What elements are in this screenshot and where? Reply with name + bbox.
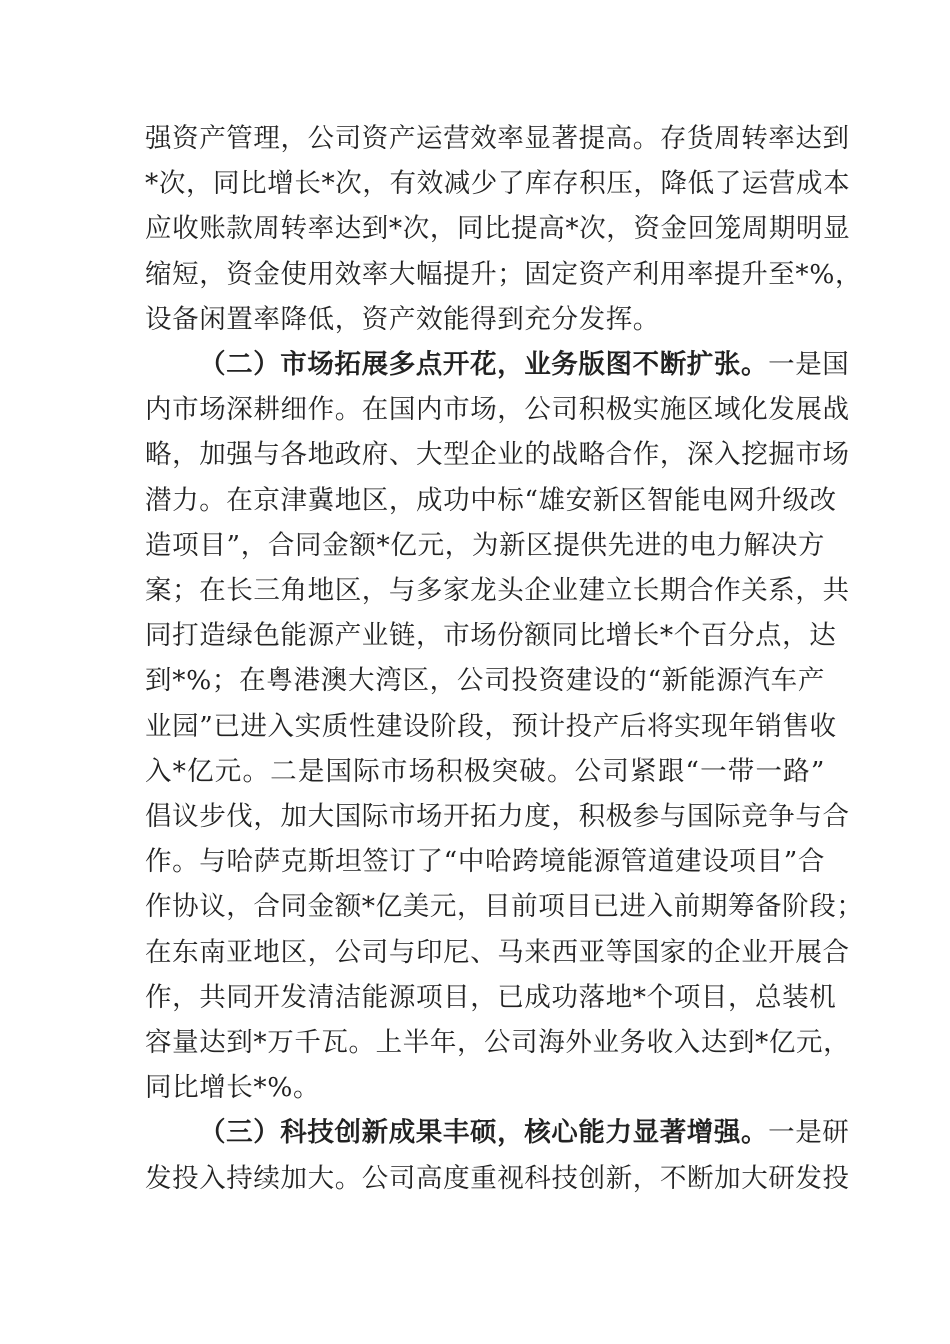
section-heading-3: （三）科技创新成果丰硕，核心能力显著增强。 [199, 1117, 769, 1149]
paragraph-2-line-3: 潜力。在京津冀地区，成功中标“雄安新区智能电网升级改 [145, 484, 837, 516]
paragraph-3-first-line [145, 1110, 850, 1155]
paragraph-2-first-line-rest: 一是国 [768, 349, 850, 381]
document-body [145, 116, 864, 1201]
section-heading-2: （二）市场拓展多点开花，业务版图不断扩张。 [199, 349, 769, 381]
paragraph-2-line-16: 同比增长*%。 [145, 1072, 321, 1104]
paragraph-1-line-1: 强资产管理，公司资产运营效率显著提高。存货周转率达到 [145, 123, 850, 154]
paragraph-2-line-7: 到*%；在粤港澳大湾区，公司投资建设的“新能源汽车产 [145, 665, 825, 697]
paragraph-1-line-3: 应收账款周转率达到*次，同比提高*次，资金回笼周期明显 [145, 213, 851, 245]
paragraph-2-line-9: 入*亿元。二是国际市场积极突破。公司紧跟“一带一路” [145, 755, 825, 787]
paragraph-2-line-13: 在东南亚地区，公司与印尼、马来西亚等国家的企业开展合 [145, 936, 850, 968]
paragraph-2-line-10: 倡议步伐，加大国际市场开拓力度，积极参与国际竞争与合 [145, 801, 850, 833]
paragraph-2-line-12: 作协议，合同金额*亿美元，目前项目已进入前期筹备阶段； [145, 891, 864, 923]
paragraph-2-line-4: 造项目”，合同金额*亿元，为新区提供先进的电力解决方 [145, 529, 825, 561]
paragraph-1-line-2: *次，同比增长*次，有效减少了库存积压，降低了运营成本 [145, 168, 851, 200]
paragraph-2-line-6: 同打造绿色能源产业链，市场份额同比增长*个百分点，达 [145, 620, 837, 652]
paragraph-2-line-5: 案；在长三角地区，与多家龙头企业建立长期合作关系，共 [145, 575, 850, 607]
paragraph-2-line-14: 作，共同开发清洁能源项目，已成功落地*个项目，总装机 [145, 981, 837, 1013]
paragraph-2-line-2: 略，加强与各地政府、大型企业的战略合作，深入挖掘市场 [145, 439, 850, 471]
paragraph-2-line-11: 作。与哈萨克斯坦签订了“中哈跨境能源管道建设项目”合 [145, 846, 825, 878]
paragraph-2-first-line [145, 342, 850, 387]
paragraph-2-line-1: 内市场深耕细作。在国内市场，公司积极实施区域化发展战 [145, 394, 850, 426]
paragraph-1-line-4: 缩短，资金使用效率大幅提升；固定资产利用率提升至*%， [145, 258, 863, 290]
paragraph-3-first-line-rest: 一是研 [768, 1117, 850, 1149]
paragraph-3-line-1: 发投入持续加大。公司高度重视科技创新，不断加大研发投 [145, 1162, 850, 1194]
paragraph-2-line-15: 容量达到*万千瓦。上半年，公司海外业务收入达到*亿元， [145, 1027, 851, 1059]
paragraph-2-line-8: 业园”已进入实质性建设阶段，预计投产后将实现年销售收 [145, 710, 837, 742]
paragraph-1-line-5: 设备闲置率降低，资产效能得到充分发挥。 [145, 303, 660, 335]
